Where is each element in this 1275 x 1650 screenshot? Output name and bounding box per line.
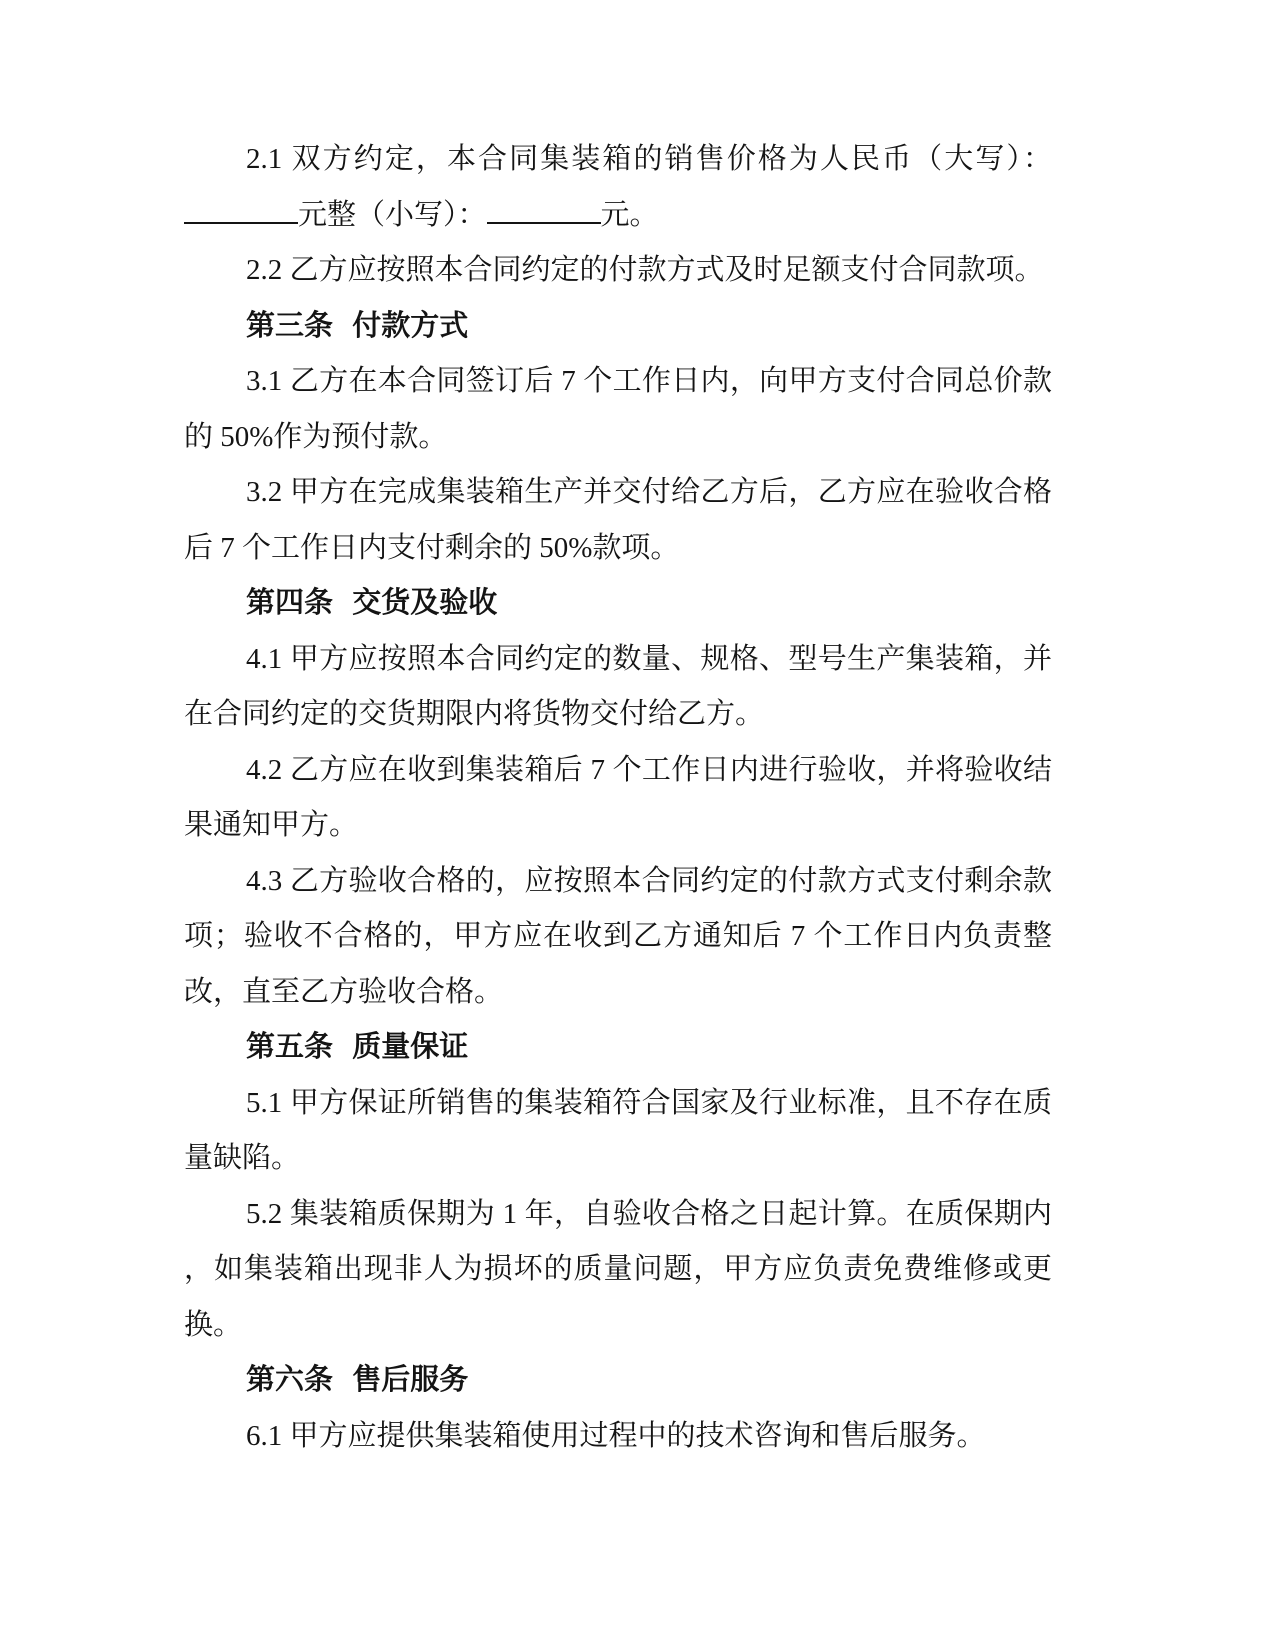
section-heading: 第五条 质量保证 bbox=[246, 1031, 469, 1063]
clause-paragraph bbox=[184, 1076, 1052, 1187]
blank-underline bbox=[184, 220, 298, 224]
section-heading: 第六条 售后服务 bbox=[246, 1364, 469, 1396]
clause-paragraph bbox=[184, 354, 1052, 465]
clause-paragraph bbox=[184, 632, 1052, 743]
clause-paragraph bbox=[184, 743, 1052, 854]
clause-paragraph bbox=[184, 854, 1052, 1021]
clause-paragraph bbox=[184, 1409, 1052, 1465]
clause-text: 2.1 双方约定，本合同集装箱的销售价格为人民币（大写）： bbox=[246, 143, 1052, 175]
clause-text: 4.1 甲方应按照本合同约定的数量、规格、型号生产集装箱，并在合同约定的交货期限内将货物交付给乙方。 bbox=[184, 642, 1052, 730]
clause-text: 5.1 甲方保证所销售的集装箱符合国家及行业标准，且不存在质量缺陷。 bbox=[184, 1086, 1052, 1174]
clause-paragraph bbox=[184, 465, 1052, 576]
contract-body bbox=[184, 132, 1052, 1464]
clause-text: 3.1 乙方在本合同签订后 7 个工作日内，向甲方支付合同总价款的 50%作为预付款。 bbox=[184, 365, 1052, 453]
clause-paragraph bbox=[184, 243, 1052, 299]
clause-paragraph bbox=[184, 132, 1052, 243]
clause-text: 6.1 甲方应提供集装箱使用过程中的技术咨询和售后服务。 bbox=[246, 1419, 986, 1452]
clause-text: 4.2 乙方应在收到集装箱后 7 个工作日内进行验收，并将验收结果通知甲方。 bbox=[184, 753, 1052, 841]
clause-text: 2.2 乙方应按照本合同约定的付款方式及时足额支付合同款项。 bbox=[246, 254, 1044, 286]
blank-underline bbox=[487, 220, 601, 224]
clause-text: 4.3 乙方验收合格的，应按照本合同约定的付款方式支付剩余款项；验收不合格的，甲方应在收到乙方通知后 7 个工作日内负责整改，直至乙方验收合格。 bbox=[184, 864, 1052, 1008]
clause-paragraph bbox=[184, 1187, 1052, 1354]
clause-text: 元。 bbox=[600, 198, 659, 231]
section-heading: 第四条 交货及验收 bbox=[246, 587, 498, 619]
clause-text: 3.2 甲方在完成集装箱生产并交付给乙方后，乙方应在验收合格后 7 个工作日内支付剩余的 50%款项。 bbox=[184, 476, 1052, 564]
section-heading: 第三条 付款方式 bbox=[246, 309, 469, 342]
clause-text: 元整（小写）： bbox=[298, 198, 487, 231]
clause-text: 5.2 集装箱质保期为 1 年，自验收合格之日起计算。在质保期内，如集装箱出现非人为损坏的质量问题，甲方应负责免费维修或更换。 bbox=[184, 1197, 1052, 1341]
